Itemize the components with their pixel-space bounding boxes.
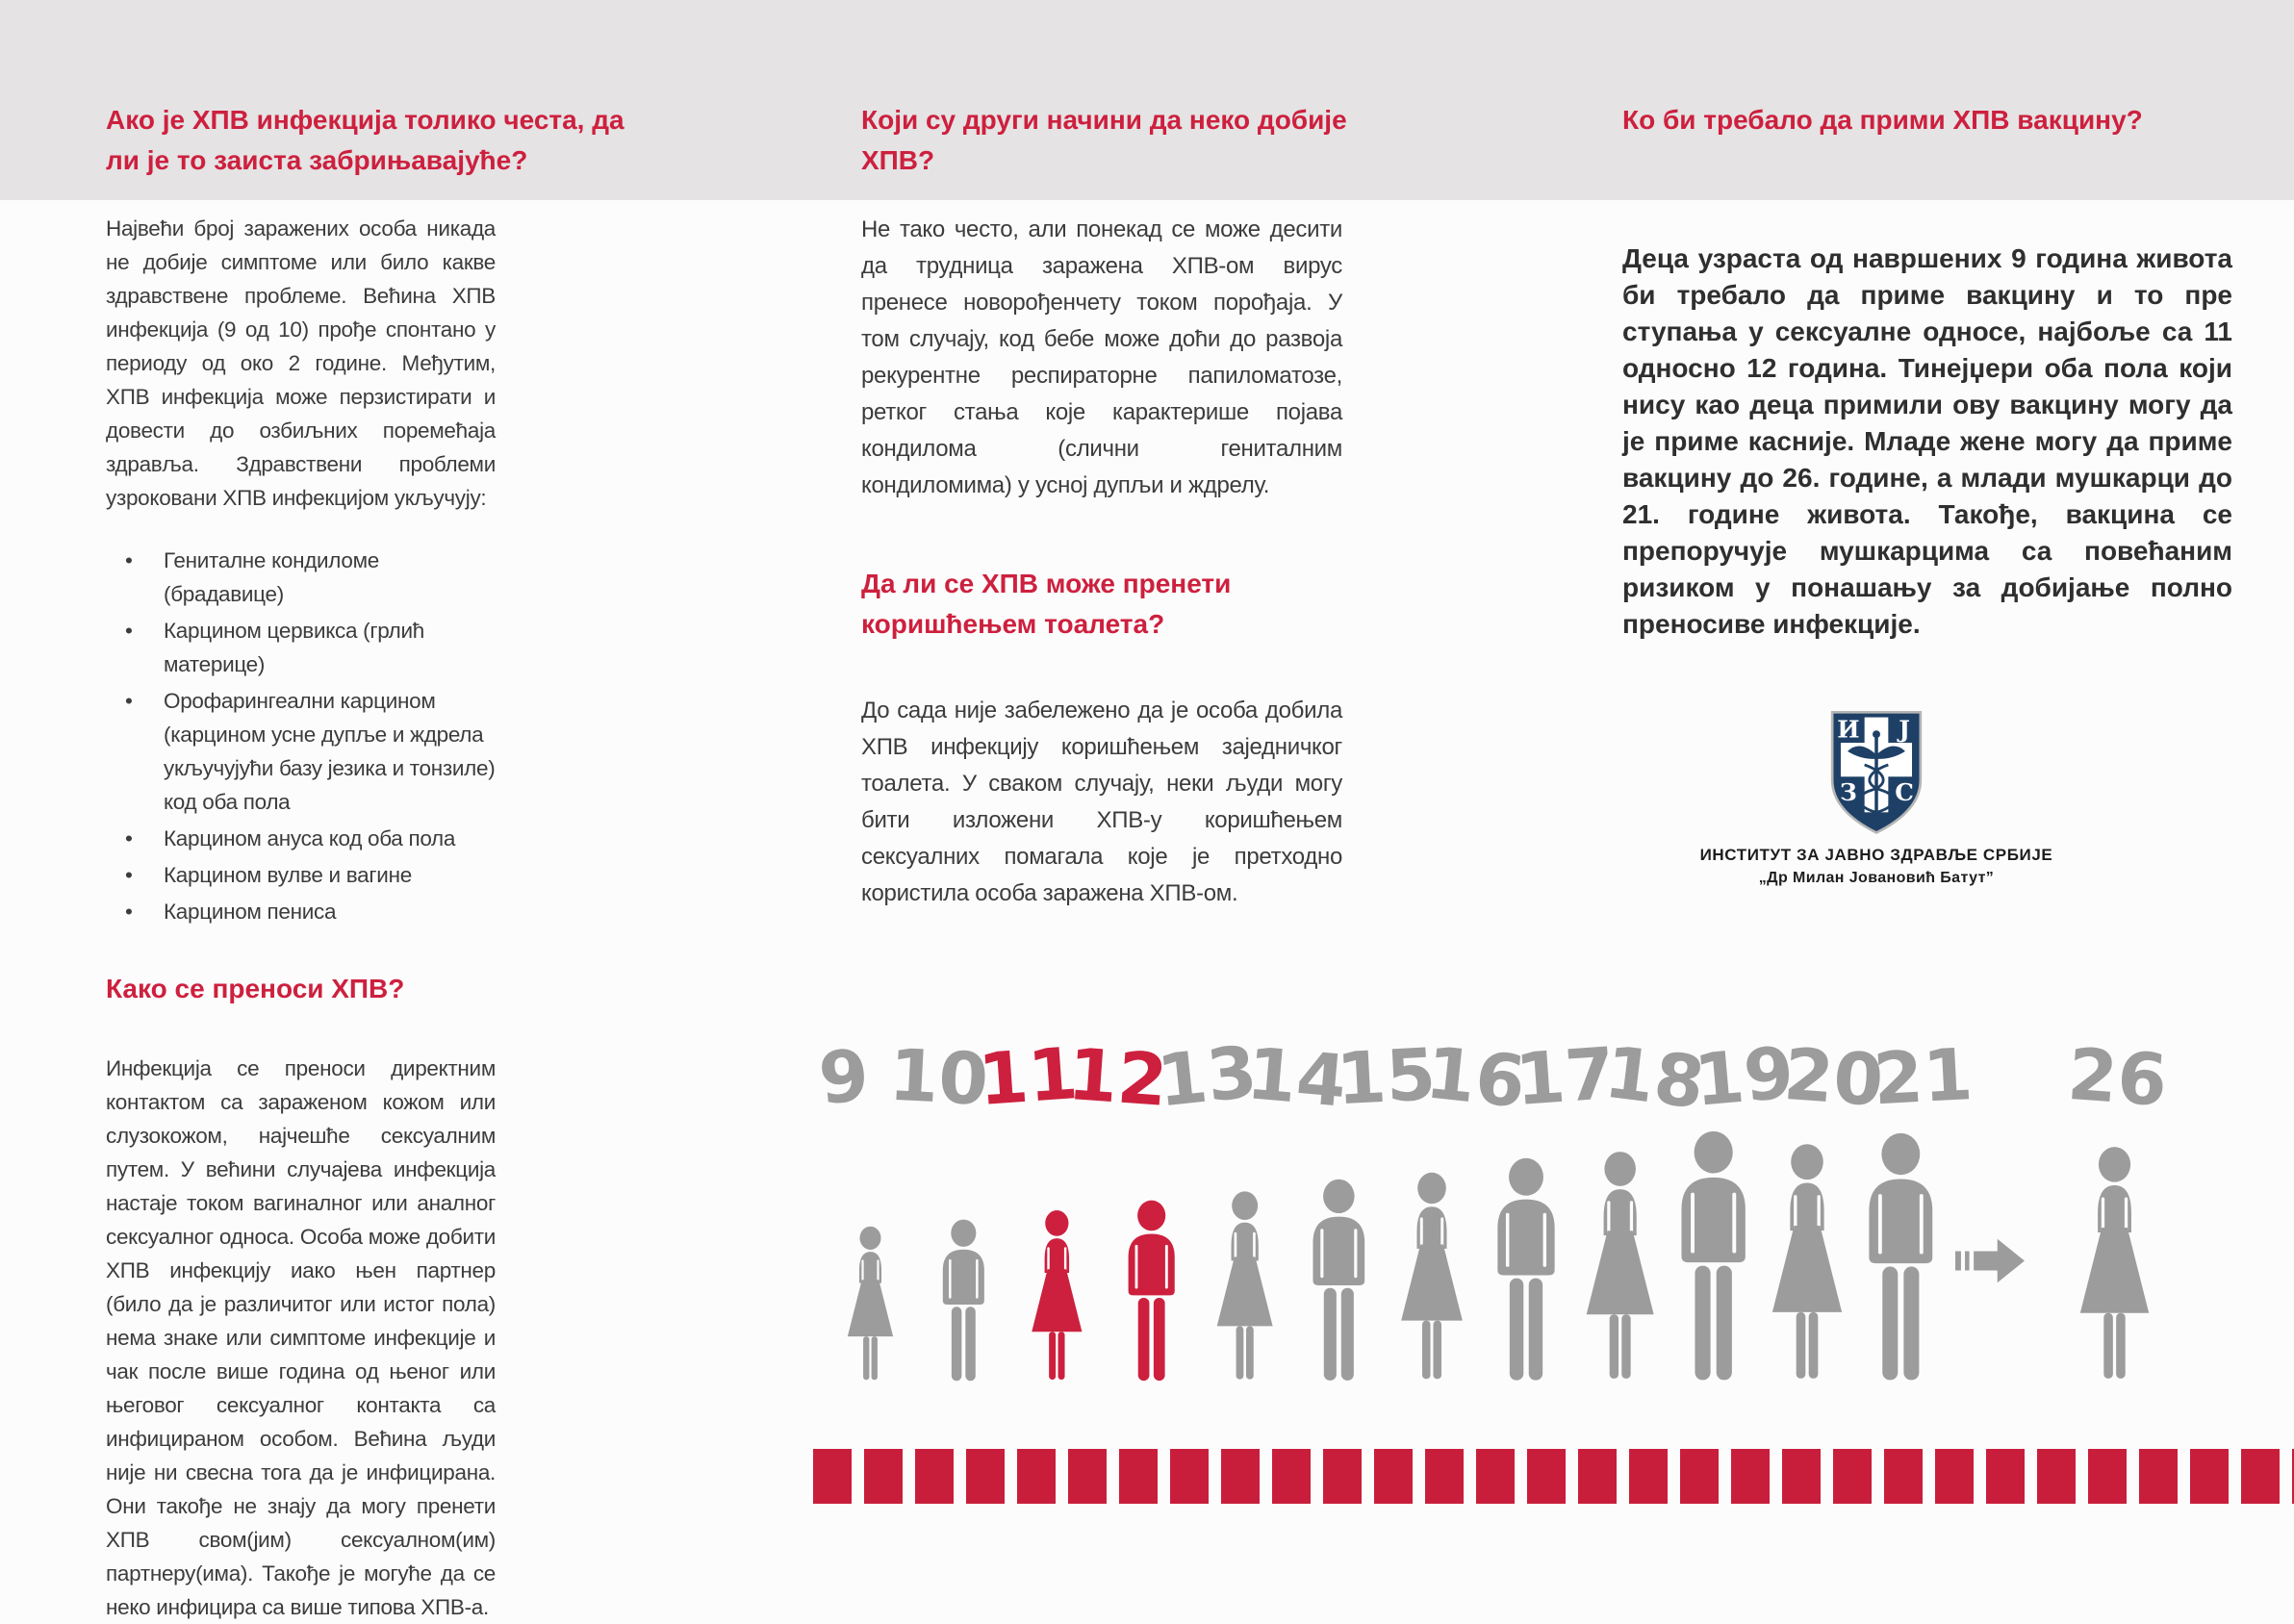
logo-letter: И [1837, 715, 1860, 744]
male-figure-icon-age-12 [1117, 1200, 1185, 1383]
arrow-right-icon [1955, 1236, 2034, 1285]
institute-logo [1684, 707, 2069, 887]
age-label-13: 13 [1153, 1030, 1262, 1124]
age-label-26: 26 [2065, 1032, 2170, 1123]
paragraph-toilet: До сада није забележено да је особа добила ХПВ инфекцију коришћењем заједничког тоалета. У сваком случају, неки људи могу бити изложени ХПВ-у коришћењем сексуалних помагала које је претходно користила особа заражена ХПВ-ом. [861, 698, 1342, 906]
female-figure-icon-age-19 [1763, 1140, 1851, 1383]
list-item: • Карцином цервикса (грлић материце) [106, 614, 496, 681]
paragraph-hpv-transmission: Инфекција се преноси директним контактом са зараженом кожом или слузокожом, најчешће сексуалним путем. У већини случајева инфекција настаје током вагиналног или аналног сексуалног односа. Особа може добити ХПВ инфекцију иако њен партнер (било да је различитог или истог пола) нема знаке или симптоме инфекције и чак после више година од њеног или његовог сексуалног контакта са инфицираном особом. Већина људи није ни свесна тога да је инфицирана. Они такође не знају да могу пренети ХПВ свом(јим) сексуалном(им) партнеру(има). Такође је могуће да се неко инфицира са више типова ХПВ-а. [106, 1056, 496, 1619]
logo-letter: Ј [1899, 715, 1910, 744]
male-figure-icon-age-14 [1301, 1179, 1377, 1383]
logo-letter: С [1895, 777, 1914, 806]
female-figure-icon-age-15 [1392, 1169, 1471, 1383]
male-figure-icon-age-16 [1485, 1157, 1568, 1383]
paragraph-who-vaccine: Деца узраста од навршених 9 година живота би требало да приме вакцину и то пре ступања у сексуалне односе, најбоље са 11 односно 12 година. Тинејџери оба пола који нису као деца примили ову вакцину могу да је приме касније. Младе жене могу да приме вакцину до 26. године, а млади мушкарци до 21. године живота. Такође, вакцина се препоручује мушкарцима са повећаним ризиком у понашању за добијање полно преносиве инфекције. [1622, 243, 2232, 639]
column-left [106, 100, 624, 1624]
male-figure-icon-age-10 [932, 1219, 995, 1383]
male-figure-icon-age-20 [1855, 1132, 1947, 1383]
female-figure-icon-age-11 [1024, 1207, 1090, 1383]
age-label-11: 11 [976, 1032, 1081, 1123]
list-item: • Карцином вулве и вагине [106, 858, 496, 892]
list-item: • Гениталне кондиломе (брадавице) [106, 544, 496, 611]
age-label-17: 17 [1513, 1032, 1618, 1123]
logo-letter: З [1840, 777, 1857, 806]
film-strip-decoration [813, 1449, 2294, 1504]
male-figure-icon-age-18 [1668, 1130, 1759, 1383]
paragraph-hpv-concern: Највећи број заражених особа никада не добије симптоме или било какве здравствене проблеме. Већина ХПВ инфекција (9 од 10) прође спонтано у периоду од око 2 године. Међутим, ХПВ инфекција може перзистирати и довести до озбиљних поремећаја здравља. Здравствени проблеми узроковани ХПВ инфекцијом укључују: [106, 216, 496, 510]
heading-other-ways: Који су други начини да неко добије ХПВ? [861, 105, 1347, 175]
age-label-20: 20 [1781, 1032, 1886, 1123]
column-middle [861, 100, 1347, 912]
heading-toilet: Да ли се ХПВ може пренети коришћењем тоалета? [861, 569, 1232, 639]
heading-who-vaccine: Ко би требало да прими ХПВ вакцину? [1622, 105, 2143, 135]
female-figure-icon-age-17 [1577, 1148, 1663, 1383]
age-label-19: 19 [1691, 1031, 1797, 1123]
female-figure-icon-age-9 [840, 1224, 901, 1383]
list-item: • Карцином пениса [106, 895, 496, 928]
female-figure-icon-age-26 [2071, 1143, 2158, 1383]
female-figure-icon-age-13 [1209, 1188, 1281, 1383]
institute-name: ИНСТИТУТ ЗА ЈАВНО ЗДРАВЉЕ СРБИЈЕ [1699, 846, 2053, 864]
paragraph-other-ways: Не тако често, али понекад се може десити да трудница заражена ХПВ-ом вирус пренесе новорођенчету током порођаја. У том случају, код бебе може доћи до развоја рекурентне респираторне папиломатозе, ретког стања које карактерише појава кондилома (слични гениталним кондиломима) у усној дупљи и ждрелу. [861, 216, 1342, 498]
age-label-12: 12 [1065, 1032, 1170, 1123]
institute-shield-logo [1825, 707, 1927, 836]
age-label-14: 14 [1243, 1032, 1350, 1124]
list-item: • Карцином ануса код оба пола [106, 822, 496, 855]
age-label-9: 9 [815, 1033, 873, 1122]
hpv-health-problems-list [106, 544, 496, 928]
heading-hpv-concern: Ако је ХПВ инфекција толико честа, да ли је то заиста забрињавајуће? [106, 105, 624, 175]
institute-subname: „Др Милан Јовановић Батут” [1758, 870, 1995, 886]
heading-hpv-transmission: Како се преноси ХПВ? [106, 974, 405, 1003]
age-label-18: 18 [1600, 1030, 1709, 1126]
column-right [1622, 100, 2232, 643]
age-label-10: 10 [886, 1033, 991, 1122]
age-label-15: 15 [1334, 1033, 1439, 1122]
age-label-16: 16 [1421, 1031, 1530, 1125]
age-label-21: 21 [1871, 1033, 1975, 1122]
list-item: • Орофарингеални карцином (карцином усне дупље и ждрела укључујући базу језика и тонзиле) код оба пола [106, 684, 496, 819]
